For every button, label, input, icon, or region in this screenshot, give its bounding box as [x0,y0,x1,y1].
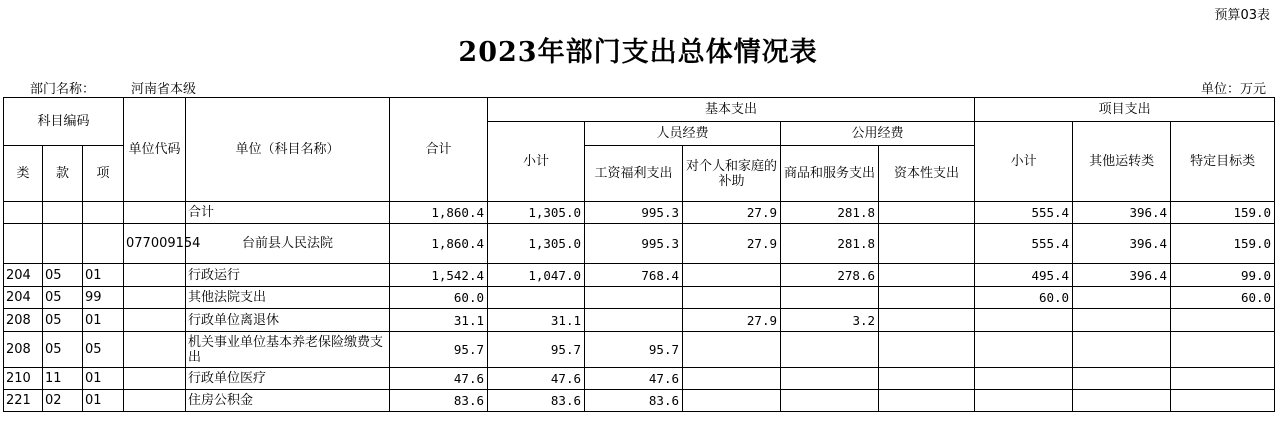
header-personnel: 人员经费 [585,122,781,146]
cell-proj-sub [975,390,1073,412]
cell-goods [781,390,879,412]
page-title: 2023年部门支出总体情况表 [458,37,818,68]
table-row [4,287,1275,309]
cell-other-ops: 396.4 [1073,224,1171,264]
cell-lei: 204 [4,264,43,287]
cell-subsidies: 27.9 [683,224,781,264]
cell-specific: 60.0 [1171,287,1275,309]
cell-wages: 768.4 [585,264,683,287]
cell-proj-sub: 495.4 [975,264,1073,287]
cell-xiang: 05 [83,332,124,368]
cell-specific [1171,390,1275,412]
cell-code [124,309,186,332]
header-basic-subtotal: 小计 [488,122,585,202]
cell-kuan [43,224,83,264]
cell-other-ops [1073,390,1171,412]
table-row [4,332,1275,368]
cell-code [124,264,186,287]
cell-total: 1,542.4 [390,264,488,287]
cell-code [124,368,186,390]
cell-kuan: 11 [43,368,83,390]
cell-other-ops [1073,287,1171,309]
cell-proj-sub [975,368,1073,390]
table-row [4,202,1275,224]
header-specific: 特定目标类 [1171,122,1275,202]
cell-lei: 221 [4,390,43,412]
cell-proj-sub: 555.4 [975,202,1073,224]
cell-capital [879,224,975,264]
table-row [4,390,1275,412]
cell-total: 95.7 [390,332,488,368]
table-row [4,264,1275,287]
cell-wages: 95.7 [585,332,683,368]
cell-wages: 995.3 [585,224,683,264]
cell-total: 83.6 [390,390,488,412]
cell-basic-sub: 47.6 [488,368,585,390]
cell-other-ops [1073,332,1171,368]
cell-kuan: 05 [43,309,83,332]
header-unit-code: 单位代码 [124,98,186,202]
cell-name: 其他法院支出 [186,287,390,309]
cell-lei: 210 [4,368,43,390]
cell-proj-sub: 60.0 [975,287,1073,309]
cell-basic-sub: 1,305.0 [488,202,585,224]
cell-lei: 204 [4,287,43,309]
department-name: 河南省本级 [131,82,197,97]
cell-goods: 3.2 [781,309,879,332]
cell-subsidies: 27.9 [683,309,781,332]
cell-goods [781,368,879,390]
cell-capital [879,368,975,390]
cell-capital [879,264,975,287]
cell-specific: 99.0 [1171,264,1275,287]
cell-wages: 47.6 [585,368,683,390]
cell-kuan: 05 [43,264,83,287]
header-capital: 资本性支出 [879,146,975,202]
cell-proj-sub [975,309,1073,332]
cell-kuan: 05 [43,332,83,368]
cell-basic-sub: 95.7 [488,332,585,368]
header-kuan: 款 [43,146,83,202]
cell-name: 机关事业单位基本养老保险缴费支出 [186,332,390,368]
cell-other-ops: 396.4 [1073,264,1171,287]
cell-capital [879,287,975,309]
cell-name: 住房公积金 [186,390,390,412]
cell-subsidies [683,287,781,309]
header-public: 公用经费 [781,122,975,146]
cell-xiang: 99 [83,287,124,309]
cell-wages: 83.6 [585,390,683,412]
department-label: 部门名称： [30,82,96,97]
cell-name: 合计 [186,202,390,224]
cell-xiang: 01 [83,390,124,412]
cell-kuan: 02 [43,390,83,412]
cell-capital [879,390,975,412]
form-tag: 预算03表 [1214,8,1270,23]
cell-xiang: 01 [83,309,124,332]
cell-name: 行政运行 [186,264,390,287]
cell-name: 台前县人民法院 [186,224,390,264]
cell-basic-sub [488,287,585,309]
header-goods: 商品和服务支出 [781,146,879,202]
cell-name: 行政单位医疗 [186,368,390,390]
cell-lei [4,202,43,224]
cell-basic-sub: 83.6 [488,390,585,412]
cell-code [124,287,186,309]
cell-capital [879,202,975,224]
cell-total: 31.1 [390,309,488,332]
cell-total: 60.0 [390,287,488,309]
cell-wages [585,287,683,309]
cell-goods: 281.8 [781,202,879,224]
header-other-ops: 其他运转类 [1073,122,1171,202]
cell-basic-sub: 1,047.0 [488,264,585,287]
cell-lei: 208 [4,332,43,368]
cell-specific: 159.0 [1171,202,1275,224]
header-project: 项目支出 [975,98,1275,122]
cell-code [124,390,186,412]
cell-code [124,332,186,368]
header-subject-code: 科目编码 [4,98,124,146]
header-unit-name: 单位（科目名称） [186,98,390,202]
header-xiang: 项 [83,146,124,202]
cell-total: 1,860.4 [390,202,488,224]
header-wages: 工资福利支出 [585,146,683,202]
cell-goods [781,332,879,368]
cell-goods: 278.6 [781,264,879,287]
cell-specific: 159.0 [1171,224,1275,264]
expenditure-table [3,97,1275,412]
cell-subsidies [683,332,781,368]
table-row [4,309,1275,332]
header-project-subtotal: 小计 [975,122,1073,202]
cell-specific [1171,332,1275,368]
cell-xiang [83,202,124,224]
cell-other-ops [1073,368,1171,390]
cell-name: 行政单位离退休 [186,309,390,332]
cell-total: 47.6 [390,368,488,390]
cell-capital [879,309,975,332]
cell-code: 077009154 [124,224,186,264]
header-basic: 基本支出 [488,98,975,122]
cell-basic-sub: 1,305.0 [488,224,585,264]
cell-lei [4,224,43,264]
cell-xiang: 01 [83,368,124,390]
cell-subsidies [683,368,781,390]
cell-specific [1171,368,1275,390]
unit-label: 单位：万元 [1200,82,1266,97]
cell-goods [781,287,879,309]
cell-wages [585,309,683,332]
cell-code [124,202,186,224]
cell-kuan: 05 [43,287,83,309]
cell-basic-sub: 31.1 [488,309,585,332]
table-row [4,368,1275,390]
cell-goods: 281.8 [781,224,879,264]
table-row [4,224,1275,264]
cell-xiang: 01 [83,264,124,287]
cell-kuan [43,202,83,224]
cell-wages: 995.3 [585,202,683,224]
header-lei: 类 [4,146,43,202]
cell-total: 1,860.4 [390,224,488,264]
header-total: 合计 [390,98,488,202]
cell-proj-sub: 555.4 [975,224,1073,264]
cell-proj-sub [975,332,1073,368]
cell-subsidies [683,390,781,412]
cell-xiang [83,224,124,264]
header-subsidies: 对个人和家庭的补助 [683,146,781,202]
cell-subsidies: 27.9 [683,202,781,224]
cell-other-ops [1073,309,1171,332]
cell-subsidies [683,264,781,287]
cell-capital [879,332,975,368]
cell-lei: 208 [4,309,43,332]
cell-other-ops: 396.4 [1073,202,1171,224]
cell-specific [1171,309,1275,332]
